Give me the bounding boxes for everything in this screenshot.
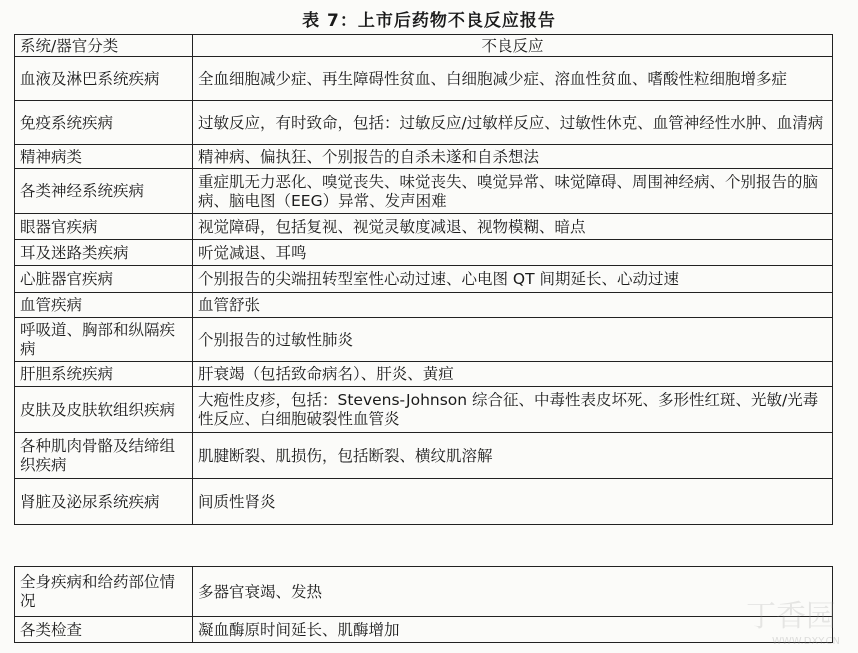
reactions-cell: 精神病、偏执狂、个别报告的自杀未遂和自杀想法 (193, 145, 833, 169)
reactions-cell: 全血细胞减少症、再生障碍性贫血、白细胞减少症、溶血性贫血、嗜酸性粒细胞增多症 (193, 57, 833, 101)
table-row (15, 240, 833, 266)
reactions-cell: 视觉障碍，包括复视、视觉灵敏度减退、视物模糊、暗点 (193, 214, 833, 240)
table-row (15, 318, 833, 362)
watermark-url: WWW.DXY.CN (772, 636, 840, 647)
reactions-cell: 听觉减退、耳鸣 (193, 240, 833, 266)
system-cell: 肾脏及泌尿系统疾病 (15, 479, 193, 525)
system-cell: 免疫系统疾病 (15, 101, 193, 145)
reactions-cell: 大疱性皮疹，包括：Stevens-Johnson 综合征、中毒性表皮坏死、多形性红斑、光敏/光毒性反应、白细胞破裂性血管炎 (193, 387, 833, 433)
reactions-cell: 个别报告的尖端扭转型室性心动过速、心电图 QT 间期延长、心动过速 (193, 266, 833, 293)
watermark-logo: 丁香园 (746, 599, 836, 634)
reactions-cell: 肝衰竭（包括致命病名）、肝炎、黄疸 (193, 362, 833, 387)
table-row (15, 266, 833, 293)
table-row (15, 479, 833, 525)
table-row (15, 362, 833, 387)
system-cell: 心脏器官疾病 (15, 266, 193, 293)
header-system: 系统/器官分类 (15, 35, 193, 57)
table-row (15, 387, 833, 433)
system-cell: 耳及迷路类疾病 (15, 240, 193, 266)
table-title: 表 7：上市后药物不良反应报告 (302, 11, 556, 31)
system-cell: 肝胆系统疾病 (15, 362, 193, 387)
system-cell: 各类神经系统疾病 (15, 169, 193, 214)
system-cell: 精神病类 (15, 145, 193, 169)
table-row (15, 433, 833, 479)
adverse-reaction-table (14, 34, 833, 525)
reactions-cell: 血管舒张 (193, 293, 833, 318)
table-header-row (15, 35, 833, 57)
system-cell: 全身疾病和给药部位情况 (15, 567, 193, 617)
system-cell: 皮肤及皮肤软组织疾病 (15, 387, 193, 433)
system-cell: 各种肌肉骨骼及结缔组织疾病 (15, 433, 193, 479)
table-row (15, 293, 833, 318)
reactions-cell: 间质性肾炎 (193, 479, 833, 525)
system-cell: 眼器官疾病 (15, 214, 193, 240)
table-row (15, 567, 833, 617)
system-cell: 呼吸道、胸部和纵隔疾病 (15, 318, 193, 362)
table-row (15, 214, 833, 240)
table-row (15, 101, 833, 145)
reactions-cell: 过敏反应，有时致命，包括：过敏反应/过敏样反应、过敏性休克、血管神经性水肿、血清病 (193, 101, 833, 145)
reactions-cell: 多器官衰竭、发热 (193, 567, 833, 617)
table-row (15, 617, 833, 643)
reactions-cell: 肌腱断裂、肌损伤，包括断裂、横纹肌溶解 (193, 433, 833, 479)
reactions-cell: 凝血酶原时间延长、肌酶增加 (193, 617, 833, 643)
table-row (15, 169, 833, 214)
reactions-cell: 重症肌无力恶化、嗅觉丧失、味觉丧失、嗅觉异常、味觉障碍、周围神经病、个别报告的脑病、脑电图（EEG）异常、发声困难 (193, 169, 833, 214)
adverse-reaction-table-continued (14, 566, 833, 643)
system-cell: 血管疾病 (15, 293, 193, 318)
reactions-cell: 个别报告的过敏性肺炎 (193, 318, 833, 362)
system-cell: 血液及淋巴系统疾病 (15, 57, 193, 101)
table-row (15, 145, 833, 169)
table-row (15, 57, 833, 101)
header-reactions: 不良反应 (193, 35, 833, 57)
system-cell: 各类检查 (15, 617, 193, 643)
